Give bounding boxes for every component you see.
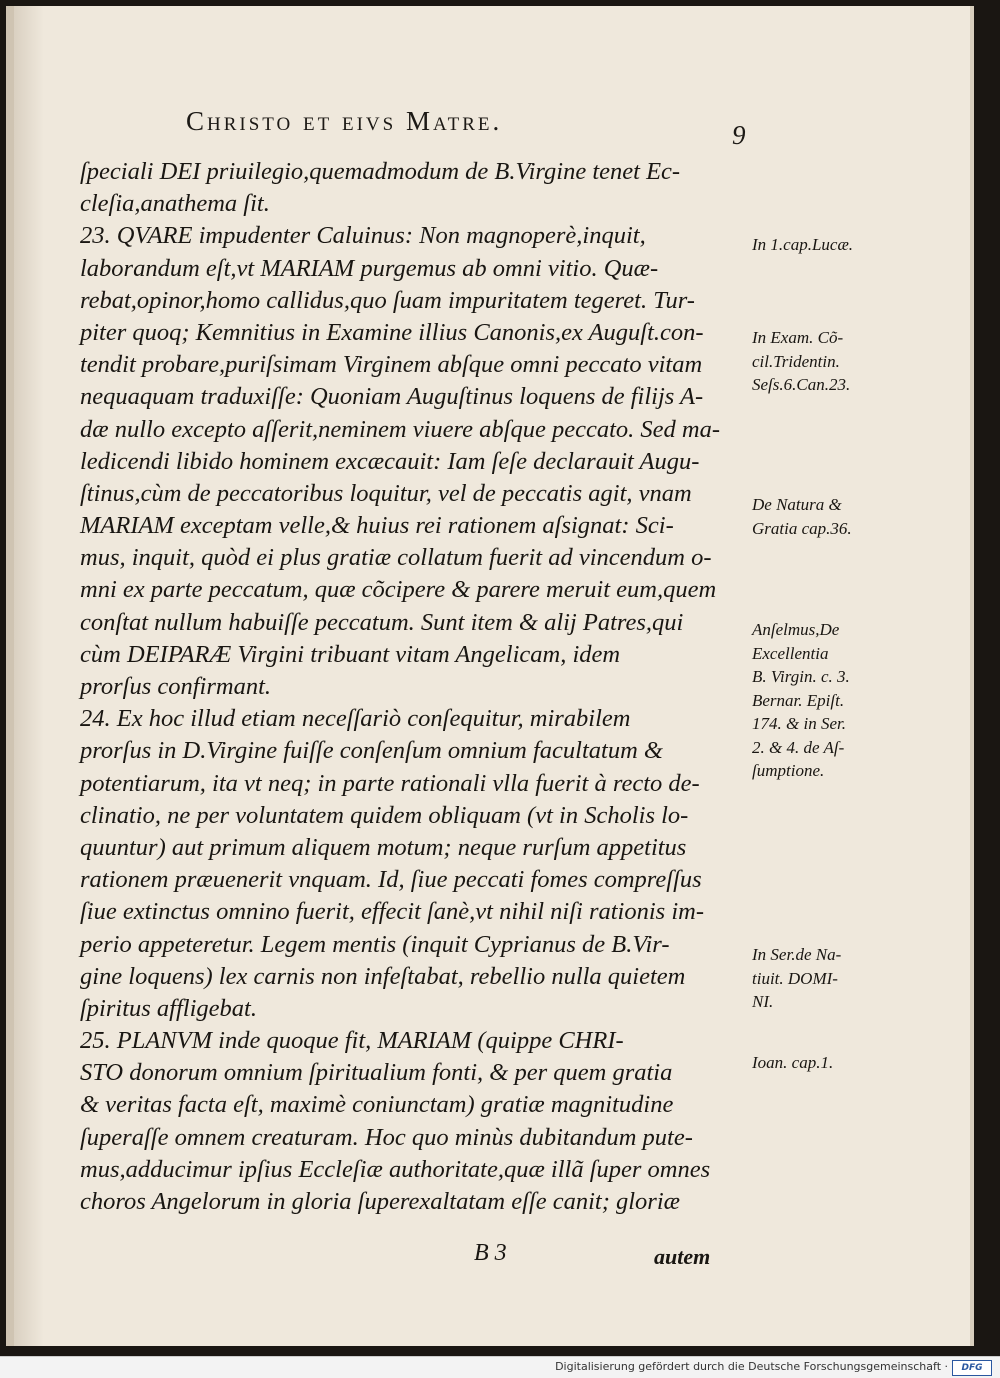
marginal-note-line: Gratia cap.36. — [752, 518, 852, 538]
marginal-note-line: In Ser.de Na- — [752, 945, 842, 964]
marginal-note-line: NI. — [752, 992, 774, 1011]
body-line: ledicendi libido hominem excæcauit: Iam ſeſe declarauit Augu- — [80, 447, 700, 475]
body-line: STO donorum omnium ſpiritualium fonti, & per quem gratia — [80, 1059, 673, 1087]
body-line: & veritas facta eſt, maximè coniunctam) gratiæ magnitudine — [80, 1091, 674, 1119]
body-line: ſpiritus affligebat. — [80, 994, 257, 1022]
marginal-note-line: Seſs.6.Can.23. — [752, 375, 851, 394]
marginal-note-line: cil.Tridentin. — [752, 351, 840, 371]
body-line: laborandum eſt,vt MARIAM purgemus ab omni vitio. Quæ- — [80, 254, 659, 282]
marginal-note — [752, 1051, 902, 1075]
body-line: mus,adducimur ipſius Eccleſiæ authoritate,quæ illã ſuper omnes — [80, 1155, 711, 1183]
marginal-note — [752, 493, 902, 540]
body-line: prorſus confirmant. — [80, 673, 272, 700]
body-line: ſtinus,cùm de peccatoribus loquitur, vel de peccatis agit, vnam — [80, 479, 692, 507]
body-line: potentiarum, ita vt neq; in parte rationali vlla fuerit à recto de- — [80, 769, 700, 797]
body-line: rebat,opinor,homo callidus,quo ſuam impuritatem tegeret. Tur- — [80, 286, 695, 314]
marginal-note — [752, 233, 902, 257]
marginal-note-line: tiuit. DOMI- — [752, 968, 838, 988]
dfg-logo-icon: DFG — [952, 1360, 992, 1376]
body-line: 23. QVARE impudenter Caluinus: Non magnoperè,inquit, — [80, 222, 646, 250]
marginal-note-line: 2. & 4. de Aſ- — [752, 737, 845, 757]
marginal-note-line: In 1.cap.Lucæ. — [752, 235, 854, 254]
page-scan — [6, 6, 974, 1346]
marginal-note-line: 174. & in Ser. — [752, 714, 846, 733]
body-line: MARIAM exceptam velle,& huius rei rationem aſsignat: Sci- — [80, 512, 674, 540]
body-line: nequaquam traduxiſſe: Quoniam Auguſtinus loquens de filijs A- — [80, 383, 704, 411]
body-line: quuntur) aut primum aliquem motum; neque rurſum appetitus — [80, 833, 687, 861]
footer-credit: Digitalisierung gefördert durch die Deutsche Forschungsgemeinschaft · — [555, 1360, 948, 1373]
body-line: piter quoq; Kemnitius in Examine illius Canonis,ex Auguſt.con- — [80, 318, 704, 346]
page-number: 9 — [732, 120, 746, 150]
scan-footer — [0, 1356, 1000, 1378]
body-line: cùm DEIPARÆ Virgini tribuant vitam Angelicam, idem — [80, 640, 621, 668]
marginal-note-line: Ioan. cap.1. — [752, 1053, 834, 1072]
running-title: Christo et eivs Matre. — [186, 106, 503, 136]
marginal-note — [752, 943, 902, 1014]
body-line: ſuperaſſe omnem creaturam. Hoc quo minùs dubitandum pute- — [80, 1123, 693, 1151]
body-line: clinatio, ne per voluntatem quidem obliquam (vt in Scholis lo- — [80, 801, 689, 829]
marginal-note-line: In Exam. Cõ- — [752, 328, 844, 347]
body-line: dæ nullo excepto aſſerit,neminem viuere abſque peccato. Sed ma- — [80, 415, 720, 443]
marginal-note-line: Excellentia — [752, 643, 829, 663]
catchword: autem — [654, 1244, 711, 1269]
marginal-note — [752, 618, 902, 783]
marginal-note — [752, 326, 902, 397]
body-line: mni ex parte peccatum, quæ cõcipere & parere meruit eum,quem — [80, 576, 717, 604]
signature-mark: B 3 — [474, 1240, 507, 1266]
marginal-note-line: Bernar. Epiſt. — [752, 690, 845, 710]
body-line: tendit probare,puriſsimam Virginem abſque omni peccato vitam — [80, 351, 703, 379]
marginal-note-line: Anſelmus,De — [752, 620, 840, 639]
body-line: ſiue extinctus omnino fuerit, effecit ſanè,vt nihil niſi rationis im- — [80, 898, 704, 926]
body-line: conſtat nullum habuiſſe peccatum. Sunt item & alij Patres,qui — [80, 608, 684, 636]
body-line: rationem præuenerit vnquam. Id, ſiue peccati fomes compreſſus — [80, 866, 702, 894]
marginal-note-line: B. Virgin. c. 3. — [752, 667, 850, 686]
body-line: 25. PLANVM inde quoque fit, MARIAM (quippe CHRI- — [80, 1027, 624, 1055]
body-line: 24. Ex hoc illud etiam neceſſariò conſequitur, mirabilem — [80, 705, 631, 733]
body-line: ſpeciali DEI priuilegio,quemadmodum de B.Virgine tenet Ec- — [80, 158, 681, 185]
body-text — [80, 156, 742, 1218]
body-line: mus, inquit, quòd ei plus gratiæ collatum fuerit ad vincendum o- — [80, 544, 712, 572]
marginal-note-line: De Natura & — [752, 495, 842, 514]
body-line: cleſia,anathema ſit. — [80, 190, 270, 218]
body-line: prorſus in D.Virgine fuiſſe conſenſum omnium facultatum & — [80, 737, 663, 765]
body-line: choros Angelorum in gloria ſuperexaltatam eſſe canit; gloriæ — [80, 1188, 680, 1215]
body-line: gine loquens) lex carnis non infeſtabat, rebellio nulla quietem — [80, 962, 686, 990]
body-line: perio appeteretur. Legem mentis (inquit Cyprianus de B.Vir- — [80, 930, 670, 958]
marginal-note-line: ſumptione. — [752, 761, 825, 780]
